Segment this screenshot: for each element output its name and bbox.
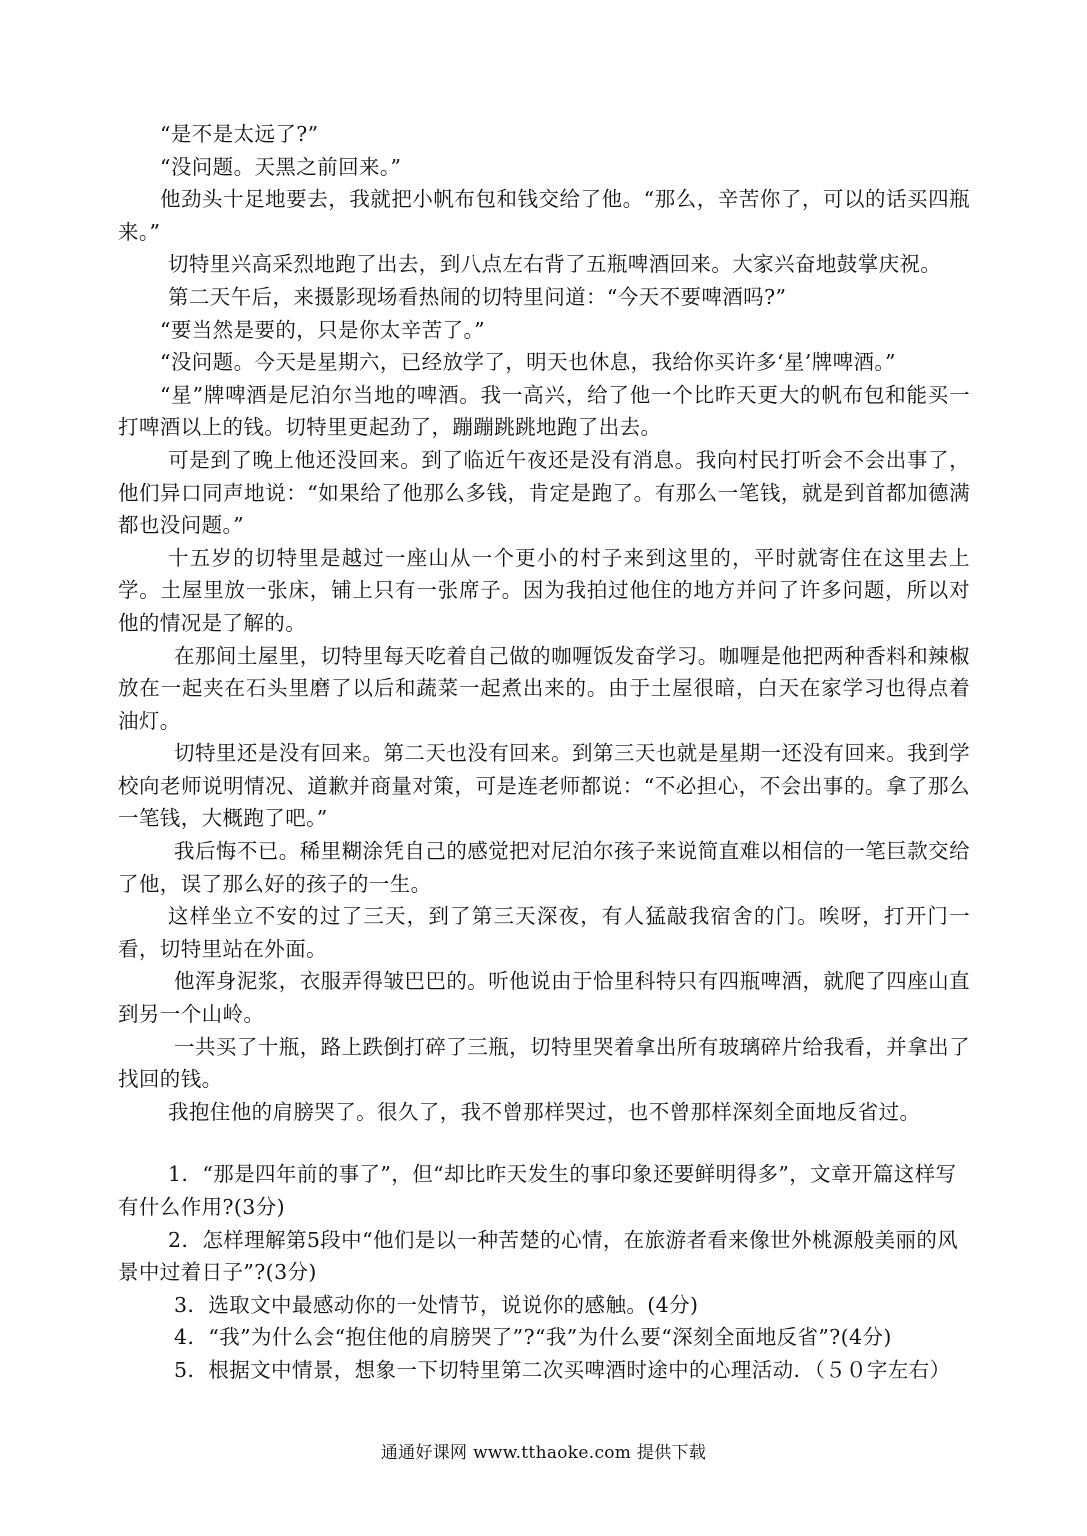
question-1: 1．“那是四年前的事了”，但“却比昨天发生的事印象还要鲜明得多”，文章开篇这样写有什么作用?(3分) xyxy=(118,1162,957,1219)
story-paragraph-2: “没问题。天黑之前回来。” xyxy=(160,154,402,179)
story-paragraph-4: 切特里兴高采烈地跑了出去，到八点左右背了五瓶啤酒回来。大家兴奋地鼓掌庆祝。 xyxy=(168,252,942,277)
story-paragraph-15: 他浑身泥浆，衣服弄得皱巴巴的。听他说由于恰里科特只有四瓶啤酒，就爬了四座山直到另一个山岭。 xyxy=(118,969,970,1027)
document-page xyxy=(118,118,970,1387)
story-paragraph-7: “没问题。今天是星期六，已经放学了，明天也休息，我给你买许多‘星’牌啤酒。” xyxy=(160,350,896,375)
story-paragraph-11: 在那间土屋里，切特里每天吃着自己做的咖喱饭发奋学习。咖喱是他把两种香料和辣椒放在一起夹在石头里磨了以后和蔬菜一起煮出来的。由于土屋很暗，白天在家学习也得点着油灯。 xyxy=(118,643,970,733)
question-5: 5．根据文中情景，想象一下切特里第二次买啤酒时途中的心理活动．（５０字左右） xyxy=(174,1357,951,1382)
story-paragraph-10: 十五岁的切特里是越过一座山从一个更小的村子来到这里的，平时就寄住在这里去上学。土屋里放一张床，铺上只有一张席子。因为我拍过他住的地方并问了许多问题，所以对他的情况是了解的。 xyxy=(118,545,970,635)
story-paragraph-16: 一共买了十瓶，路上跌倒打碎了三瓶，切特里哭着拿出所有玻璃碎片给我看，并拿出了找回的钱。 xyxy=(118,1034,970,1092)
story-paragraph-14: 这样坐立不安的过了三天，到了第三天深夜，有人猛敲我宿舍的门。唉呀，打开门一看，切特里站在外面。 xyxy=(118,904,970,961)
story-paragraph-6: “要当然是要的，只是你太辛苦了。” xyxy=(160,317,486,342)
story-paragraph-5: 第二天午后，来摄影现场看热闹的切特里问道：“今天不要啤酒吗?” xyxy=(168,284,787,309)
section-gap xyxy=(118,1128,970,1158)
question-4: 4．“我”为什么会“抱住他的肩膀哭了”?“我”为什么要“深刻全面地反省”?(4分) xyxy=(174,1325,892,1350)
story-paragraph-8: “星”牌啤酒是尼泊尔当地的啤酒。我一高兴，给了他一个比昨天更大的帆布包和能买一打啤酒以上的钱。切特里更起劲了，蹦蹦跳跳地跑了出去。 xyxy=(118,382,970,440)
download-footer: 通通好课网 www.tthaoke.com 提供下载 xyxy=(380,1443,707,1463)
story-paragraph-17: 我抱住他的肩膀哭了。很久了，我不曾那样哭过，也不曾那样深刻全面地反省过。 xyxy=(168,1099,921,1124)
story-paragraph-1: “是不是太远了?” xyxy=(160,122,319,146)
story-body xyxy=(118,118,970,1128)
story-paragraph-3: 他劲头十足地要去，我就把小帆布包和钱交给了他。“那么，辛苦你了，可以的话买四瓶来。” xyxy=(118,187,970,244)
question-2: 2．怎样理解第5段中“他们是以一种苦楚的心情，在旅游者看来像世外桃源般美丽的风景中过着日子”?(3分) xyxy=(118,1227,959,1285)
question-list xyxy=(118,1158,970,1386)
story-paragraph-12: 切特里还是没有回来。第二天也没有回来。到第三天也就是星期一还没有回来。我到学校向老师说明情况、道歉并商量对策，可是连老师都说：“不必担心，不会出事的。拿了那么一笔钱，大概跑了吧。” xyxy=(118,741,970,831)
story-paragraph-9: 可是到了晚上他还没回来。到了临近午夜还是没有消息。我向村民打听会不会出事了，他们异口同声地说：“如果给了他那么多钱，肯定是跑了。有那么一笔钱，就是到首都加德满都也没问题。” xyxy=(118,447,970,538)
story-paragraph-13: 我后悔不已。稀里糊涂凭自己的感觉把对尼泊尔孩子来说简直难以相信的一笔巨款交给了他，误了那么好的孩子的一生。 xyxy=(118,839,970,896)
question-3: 3．选取文中最感动你的一处情节，说说你的感触。(4分) xyxy=(174,1292,699,1317)
